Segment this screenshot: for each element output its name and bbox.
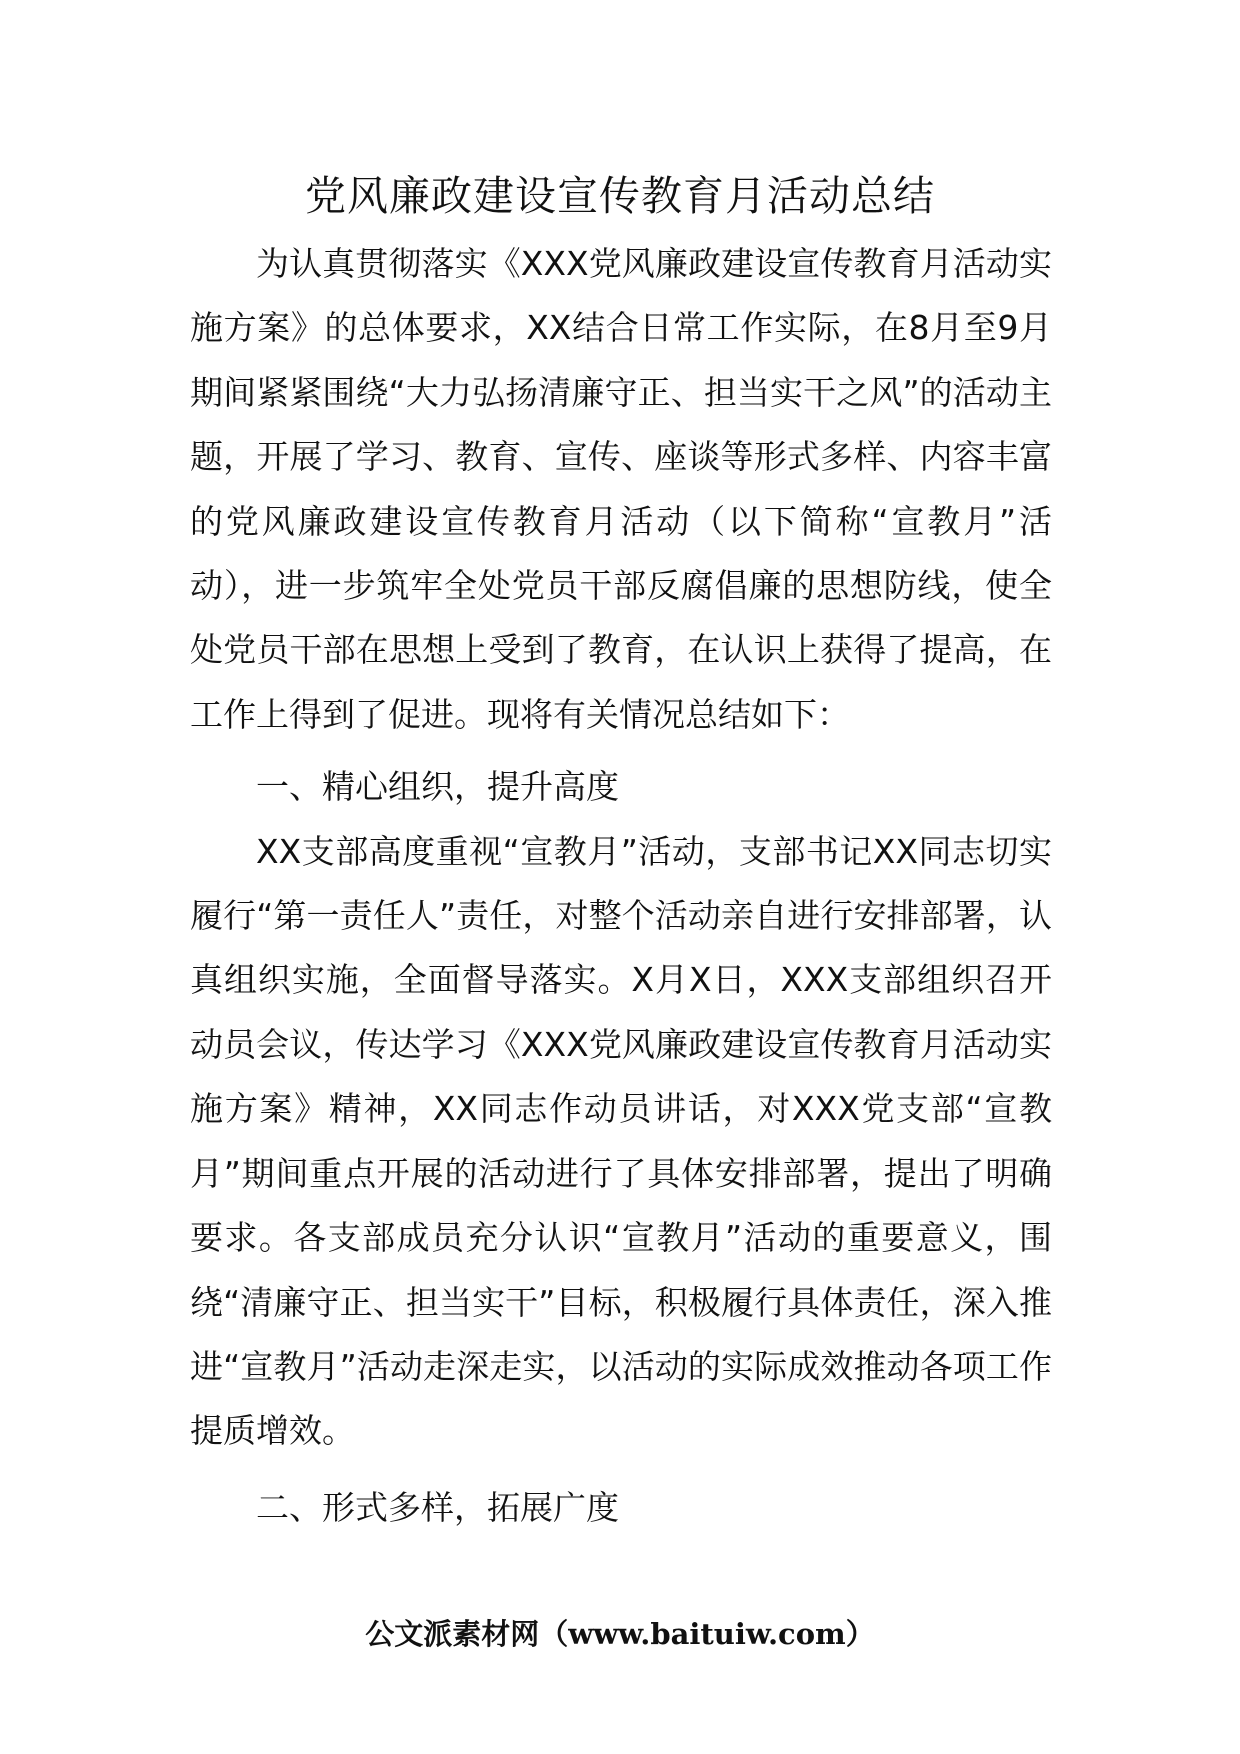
document-body: [190, 232, 1052, 1540]
section-1-paragraph: XX支部高度重视“宣教月”活动，支部书记XX同志切实履行“第一责任人”责任，对整个活动亲自进行安排部署，认真组织实施，全面督导落实。X月X日，XXX支部组织召开动员会议，传达学习《XXX党风廉政建设宣传教育月活动实施方案》精神，XX同志作动员讲话，对XXX党支部“宣教月”期间重点开展的活动进行了具体安排部署，提出了明确要求。各支部成员充分认识“宣教月”活动的重要意义，围绕“清廉守正、担当实干”目标，积极履行具体责任，深入推进“宣教月”活动走深走实，以活动的实际成效推动各项工作提质增效。: [190, 831, 1052, 1451]
intro-paragraph: 为认真贯彻落实《XXX党风廉政建设宣传教育月活动实施方案》的总体要求，XX结合日常工作实际，在8月至9月期间紧紧围绕“大力弘扬清廉守正、担当实干之风”的活动主题，开展了学习、教育、宣传、座谈等形式多样、内容丰富的党风廉政建设宣传教育月活动（以下简称“宣教月”活动），进一步筑牢全处党员干部反腐倡廉的思想防线，使全处党员干部在思想上受到了教育，在认识上获得了提高，在工作上得到了促进。现将有关情况总结如下：: [190, 244, 1052, 734]
section-heading-1: 一、精心组织，提升高度: [256, 767, 619, 807]
section-heading-2: 二、形式多样，拓展广度: [256, 1487, 619, 1527]
footer-source-text: 公文派素材网（www.baituiw.com）: [365, 1617, 875, 1651]
document-title: 党风廉政建设宣传教育月活动总结: [305, 172, 935, 220]
